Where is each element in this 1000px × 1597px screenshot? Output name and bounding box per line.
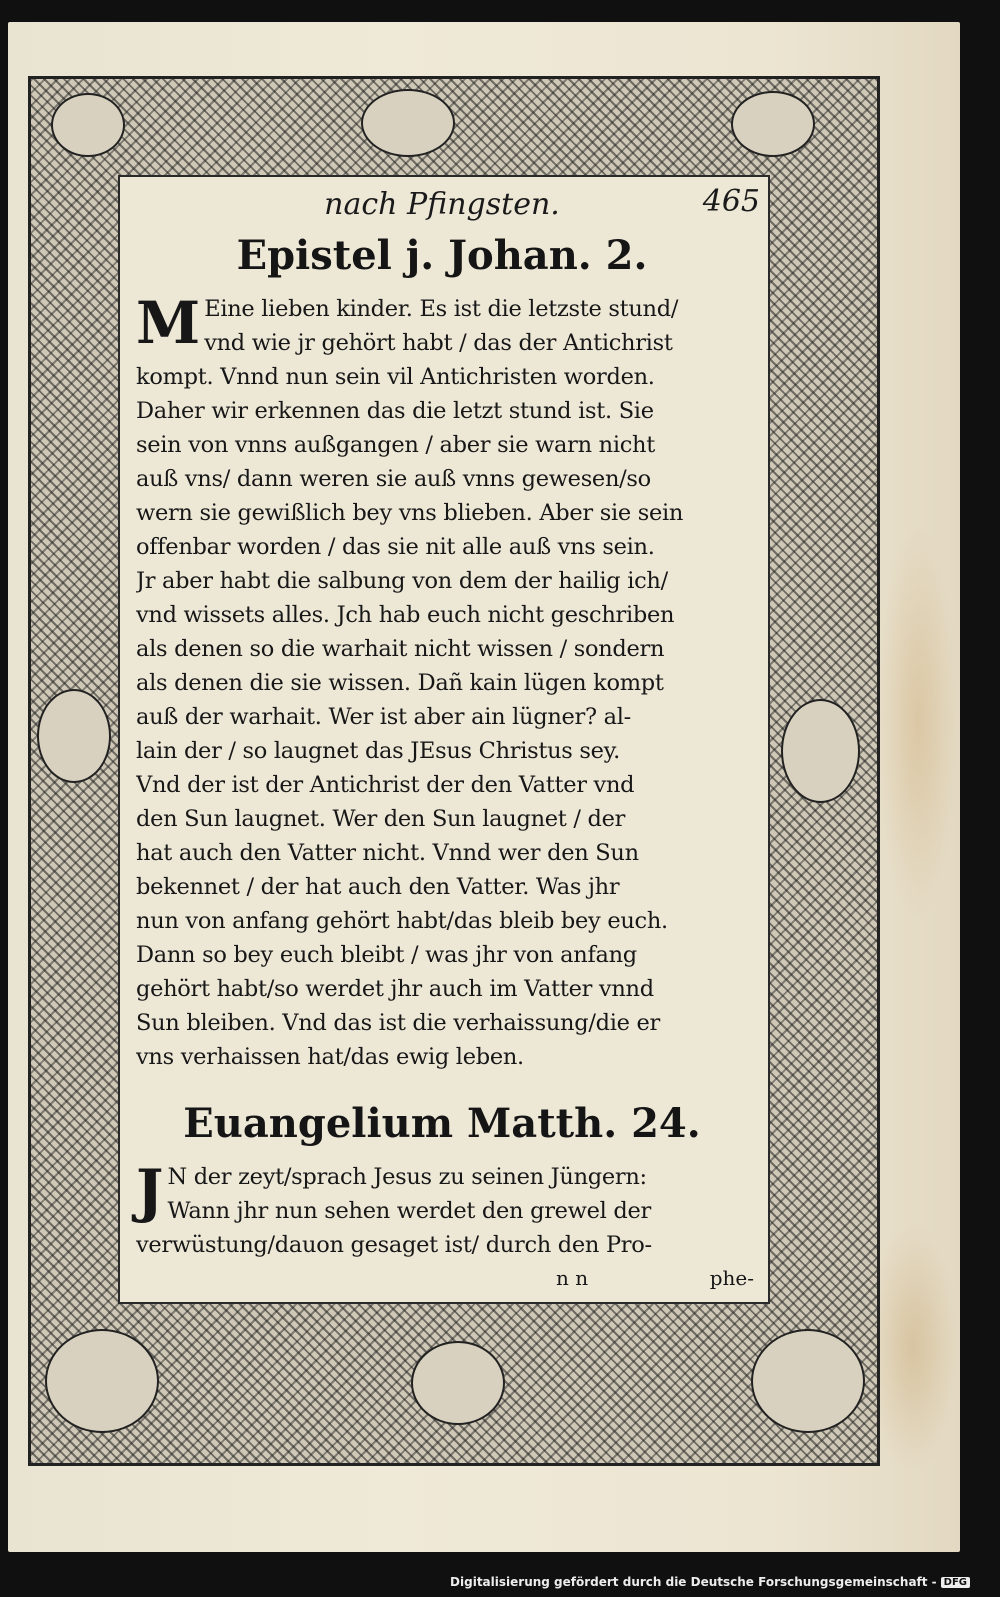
catchword-row (136, 1262, 760, 1292)
paper-stain (868, 1222, 958, 1472)
text-line: bekennet / der hat auch den Vatter. Was jhr (136, 874, 620, 900)
text-line: lain der / so laugnet das JEsus Christus sey. (136, 738, 620, 764)
text-line: vnd wissets alles. Jch hab euch nicht geschriben (136, 602, 675, 628)
text-line: gehört habt/so werdet jhr auch im Vatter vnnd (136, 976, 654, 1002)
text-line: Vnd der ist der Antichrist der den Vatter vnd (136, 772, 635, 798)
text-line: Dann so bey euch bleibt / was jhr von anfang (136, 942, 637, 968)
text-line: vns verhaissen hat/das ewig leben. (136, 1044, 524, 1070)
text-line: den Sun laugnet. Wer den Sun laugnet / der (136, 806, 626, 832)
text-line: Wann jhr nun sehen werdet den grewel der (167, 1198, 651, 1224)
border-ornament (731, 91, 815, 157)
text-line: auß der warhait. Wer ist aber ain lügner? al- (136, 704, 631, 730)
border-ornament (45, 1329, 159, 1433)
epistle-body (136, 289, 760, 1074)
text-line: sein von vnns außgangen / aber sie warn nicht (136, 432, 655, 458)
running-head: nach Pfingsten. (324, 186, 560, 222)
text-line: Eine lieben kinder. Es ist die letzste stund/ (204, 296, 679, 322)
paper-stain (878, 522, 958, 922)
text-line: als denen die sie wissen. Dañ kain lügen kompt (136, 670, 664, 696)
text-line: wern sie gewißlich bey vns blieben. Aber sie sein (136, 500, 684, 526)
text-line: Jr aber habt die salbung von dem der hailig ich/ (136, 568, 668, 594)
dropcap: J (136, 1157, 164, 1225)
dfg-logo: DFG (941, 1577, 970, 1588)
gospel-body (136, 1157, 760, 1262)
text-line: Sun bleiben. Vnd das ist die verhaissung/die er (136, 1010, 660, 1036)
page-number: 465 (702, 184, 760, 219)
border-ornament (411, 1341, 505, 1425)
text-line: als denen so die warhait nicht wissen / sondern (136, 636, 665, 662)
text-line: kompt. Vnnd nun sein vil Antichristen worden. (136, 364, 655, 390)
text-line: offenbar worden / das sie nit alle auß vns sein. (136, 534, 655, 560)
border-ornament (751, 1329, 865, 1433)
border-ornament (781, 699, 860, 803)
credit-text: Digitalisierung gefördert durch die Deutsche Forschungsgemeinschaft - (450, 1575, 937, 1589)
text-line: verwüstung/dauon gesaget ist/ durch den Pro- (136, 1232, 652, 1258)
text-line: hat auch den Vatter nicht. Vnnd wer den Sun (136, 840, 639, 866)
text-line: auß vns/ dann weren sie auß vnns gewesen/so (136, 466, 651, 492)
border-ornament (361, 89, 455, 157)
text-line: nun von anfang gehört habt/das bleib bey euch. (136, 908, 668, 934)
border-ornament (51, 93, 125, 157)
text-line: vnd wie jr gehört habt / das der Antichrist (204, 330, 673, 356)
text-line: N der zeyt/sprach Jesus zu seinen Jüngern: (167, 1164, 647, 1190)
border-ornament (37, 689, 111, 783)
signature-mark: n n (556, 1266, 589, 1290)
dropcap: M (136, 289, 201, 357)
text-line: Daher wir erkennen das die letzt stund ist. Sie (136, 398, 654, 424)
catchword: phe- (709, 1266, 754, 1290)
epistle-title: Epistel j. Johan. 2. (236, 232, 648, 279)
digitization-credit (450, 1572, 970, 1592)
running-header (118, 180, 766, 228)
gospel-title: Euangelium Matth. 24. (183, 1100, 701, 1147)
